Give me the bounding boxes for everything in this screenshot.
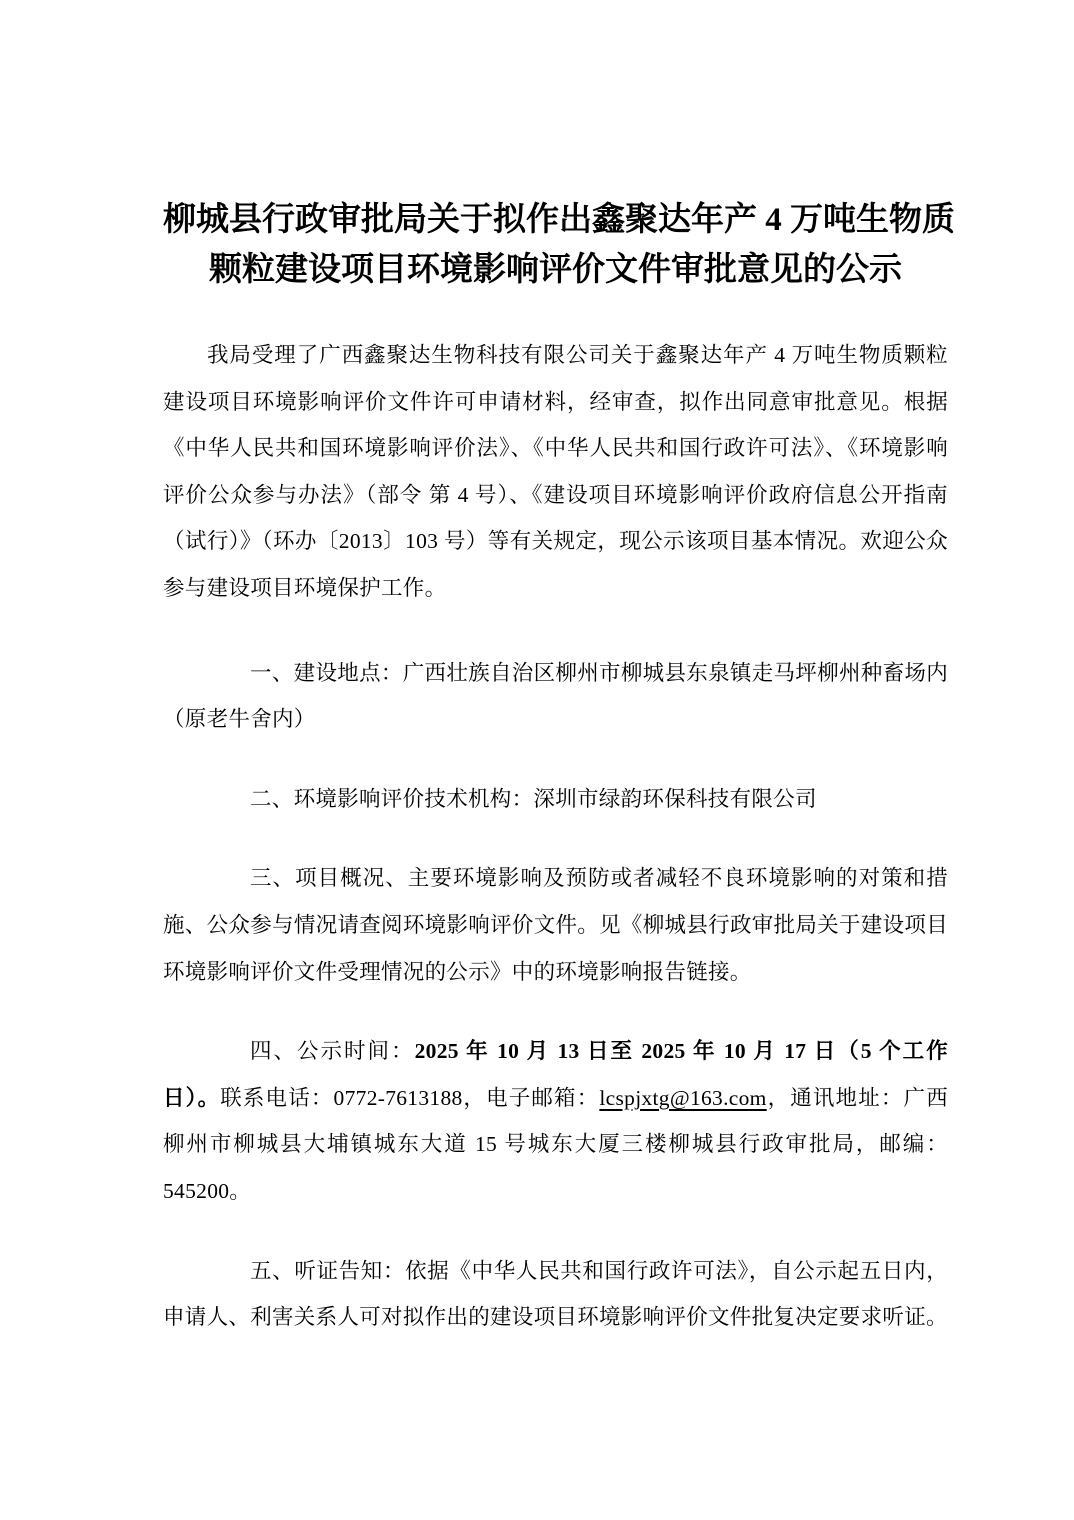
contact-address-text: ，通讯地址：广西柳州市柳城县大埔镇城东大道 15 号城东大厦三楼柳城县行政审批局，邮编：545200。 [163, 1085, 948, 1203]
intro-paragraph: 我局受理了广西鑫聚达生物科技有限公司关于鑫聚达年产 4 万吨生物质颗粒建设项目环境影响评价文件许可申请材料，经审查，拟作出同意审批意见。根据《中华人民共和国环境影响评价法》、《中华人民共和国行政许可法》、《环境影响评价公众参与办法》（部令 第 4 号）、《建设项目环境影响评价政府信息公开指南（试行）》（环办〔2013〕103 号）等有关规定，现公示该项目基本情况。欢迎公众参与建设项目环境保护工作。 [163, 343, 948, 600]
email-link[interactable]: lcspjxtg@163.com [599, 1085, 767, 1110]
publicity-date-range: 2025 年 10 月 13 日至 2025 年 10 月 17 日（5 个工作日）。 [163, 1039, 948, 1110]
section-5-hearing-notice: 五、听证告知：依据《中华人民共和国行政许可法》，自公示起五日内，申请人、利害关系人可对拟作出的建设项目环境影响评价文件批复决定要求听证。 [163, 1258, 948, 1330]
section-4-label: 四、公示时间： [250, 1039, 415, 1064]
document-title [163, 195, 955, 295]
contact-phone-text: 联系电话：0772-7613188，电子邮箱： [220, 1085, 600, 1110]
section-4-publicity-period [163, 1028, 948, 1214]
section-3-project-overview: 三、项目概况、主要环境影响及预防或者减轻不良环境影响的对策和措施、公众参与情况请查阅环境影响评价文件。见《柳城县行政审批局关于建设项目环境影响评价文件受理情况的公示》中的环境影响报告链接。 [163, 866, 948, 984]
section-2-eia-agency: 二、环境影响评价技术机构：深圳市绿韵环保科技有限公司 [250, 786, 817, 811]
title-line-1: 柳城县行政审批局关于拟作出鑫聚达年产 4 万吨生物质 [163, 202, 955, 238]
section-1-location: 一、建设地点：广西壮族自治区柳州市柳城县东泉镇走马坪柳州种畜场内（原老牛舍内） [163, 660, 948, 732]
title-line-2: 颗粒建设项目环境影响评价文件审批意见的公示 [209, 252, 902, 288]
